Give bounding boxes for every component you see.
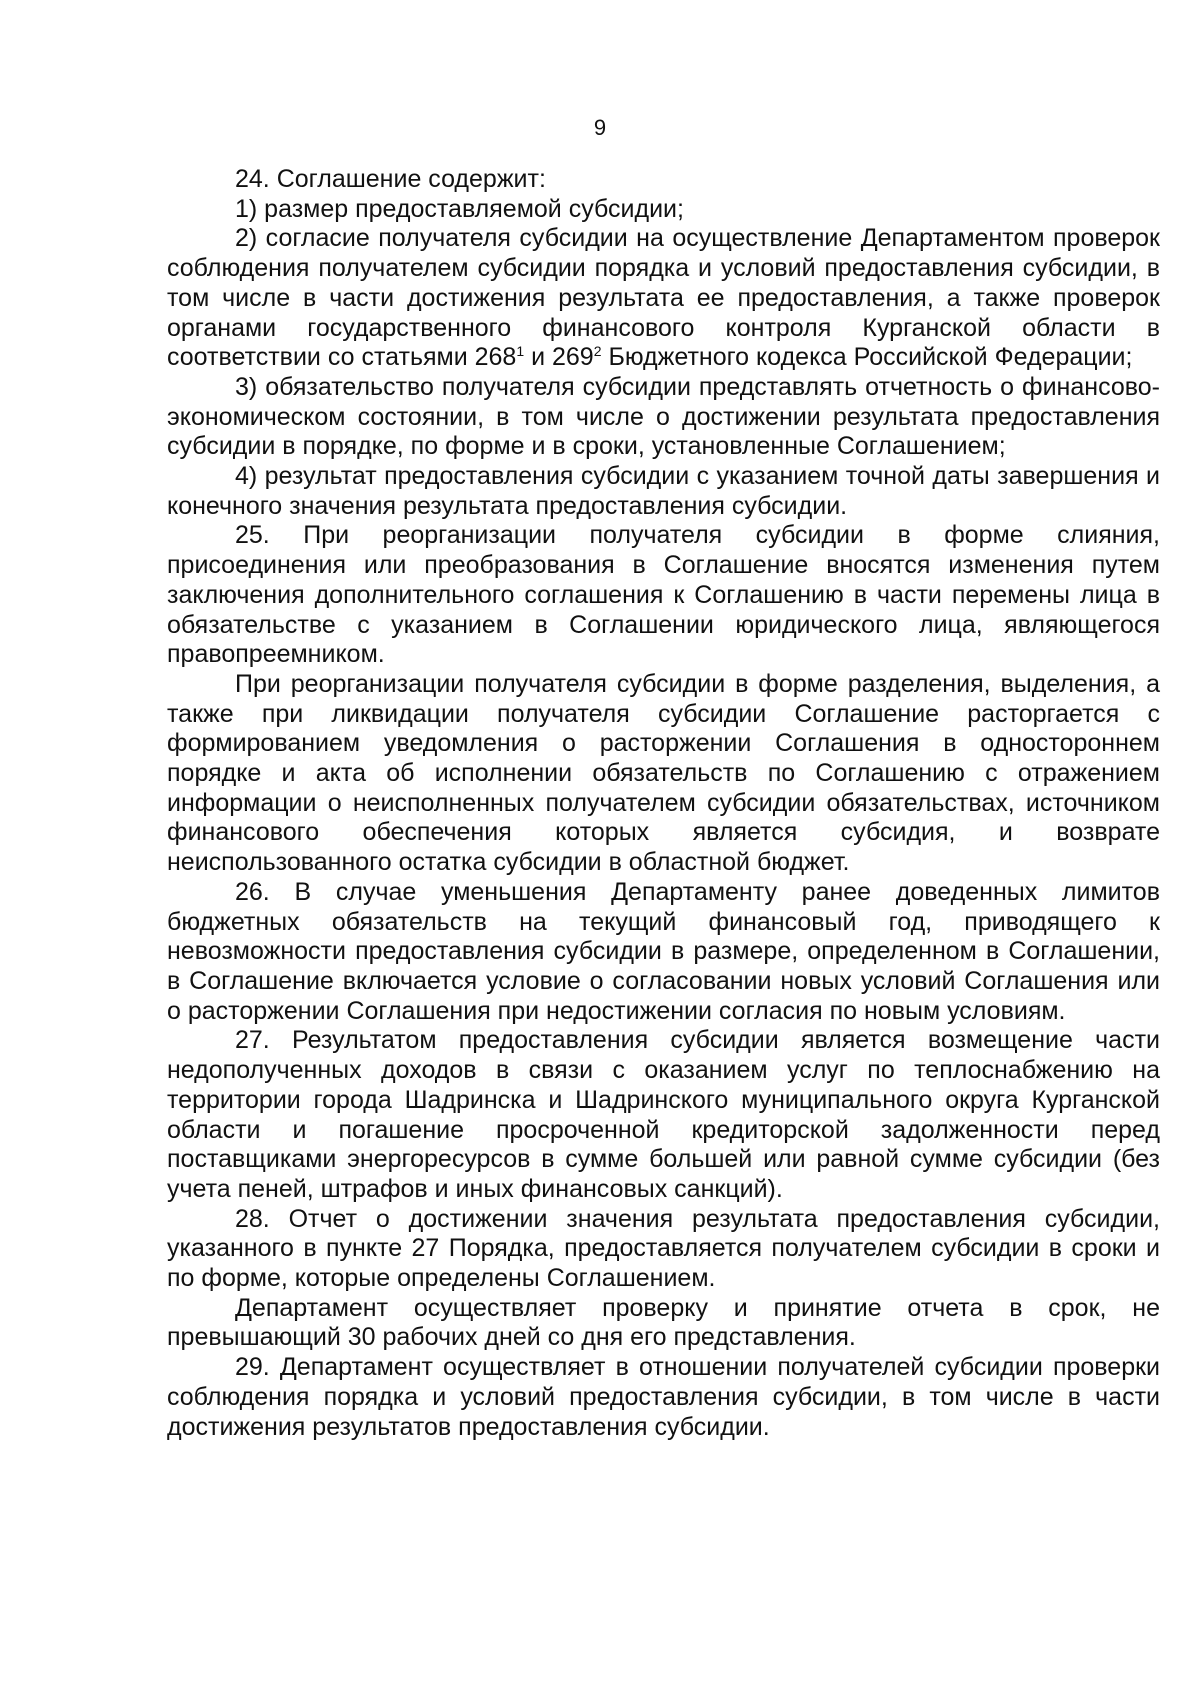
paragraph-25: 25. При реорганизации получателя субсидии в форме слияния, присоединения или преобразования в Соглашение вносятся изменения путем заключения дополнительного соглашения к Соглашению в части перемены лица в обязательстве с указанием в Соглашении юридического лица, являющегося правопреемником.	[167, 521, 1160, 669]
paragraph-25-continuation: При реорганизации получателя субсидии в форме разделения, выделения, а также при ликвидации получателя субсидии Соглашение расторгается с формированием уведомления о расторжении Соглашения в одностороннем порядке и акта об исполнении обязательств по Соглашению с отражением информации о неисполненных получателем субсидии обязательствах, источником финансового обеспечения которых является субсидия, и возврате неиспользованного остатка субсидии в областной бюджет.	[167, 669, 1160, 877]
paragraph-24-header: 24. Соглашение содержит:	[235, 165, 546, 193]
paragraph-26: 26. В случае уменьшения Департаменту ранее доведенных лимитов бюджетных обязательств на текущий финансовый год, приводящего к невозможности предоставления субсидии в размере, определенном в Соглашении, в Соглашение включается условие о согласовании новых условий Соглашения или о расторжении Соглашения при недостижении согласия по новым условиям.	[167, 877, 1160, 1025]
paragraph-24-item-2	[167, 224, 1160, 373]
superscript-269: 2	[593, 343, 602, 360]
paragraph-24-item-1: 1) размер предоставляемой субсидии;	[235, 194, 684, 223]
document-body	[167, 165, 1160, 1442]
paragraph-27: 27. Результатом предоставления субсидии является возмещение части недополученных доходов в связи с оказанием услуг по теплоснабжению на территории города Шадринска и Шадринского муниципального округа Курганской области и погашение просроченной кредиторской задолженности перед поставщиками энергоресурсов в сумме большей или равной сумме субсидии (без учета пеней, штрафов и иных финансовых санкций).	[167, 1026, 1160, 1203]
paragraph-28-continuation: Департамент осуществляет проверку и принятие отчета в срок, не превышающий 30 рабочих дней со дня его представления.	[167, 1293, 1160, 1352]
page-number: 9	[593, 115, 607, 140]
paragraph-24-item-3: 3) обязательство получателя субсидии представлять отчетность о финансово-экономическом состоянии, в том числе о достижении результата предоставления субсидии в порядке, по форме и в сроки, установленные Соглашением;	[167, 372, 1160, 461]
paragraph-24-item-2-text-middle: и 269	[524, 343, 594, 372]
paragraph-24-item-2-text-after: Бюджетного кодекса Российской Федерации;	[601, 343, 1133, 372]
paragraph-24-item-4: 4) результат предоставления субсидии с указанием точной даты завершения и конечного значения результата предоставления субсидии.	[167, 462, 1160, 520]
paragraph-28: 28. Отчет о достижении значения результата предоставления субсидии, указанного в пункте 27 Порядка, предоставляется получателем субсидии в сроки и по форме, которые определены Соглашением.	[167, 1204, 1160, 1293]
paragraph-29: 29. Департамент осуществляет в отношении получателей субсидии проверки соблюдения порядка и условий предоставления субсидии, в том числе в части достижения результатов предоставления субсидии.	[167, 1353, 1160, 1441]
paragraph-24-item-2-text-before: 2) согласие получателя субсидии на осуществление Департаментом проверок соблюдения получателем субсидии порядка и условий предоставления субсидии, в том числе в части достижения результата ее предоставления, а также проверок органами государственного финансового контроля Курганской области в соответствии со статьями 268	[167, 224, 1160, 372]
superscript-268: 1	[516, 343, 525, 360]
